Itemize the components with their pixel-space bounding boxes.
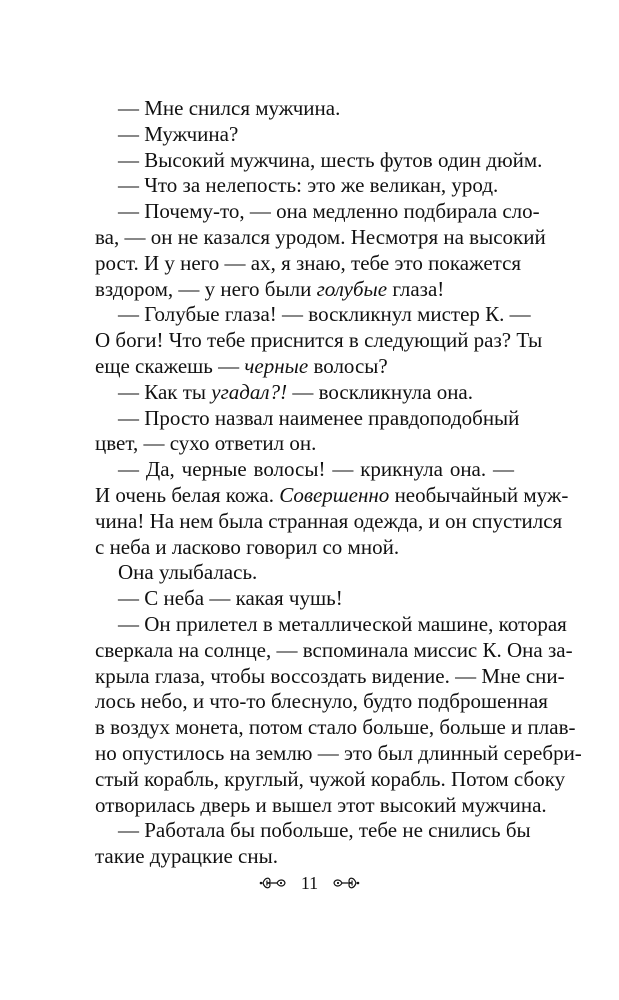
text-line: стый корабль, круглый, чужой корабль. Потом сбоку bbox=[95, 766, 566, 791]
ornament-right-icon bbox=[330, 875, 360, 891]
text-line: — Высокий мужчина, шесть футов один дюйм. bbox=[118, 147, 543, 172]
text-line: О боги! Что тебе приснится в следующий раз? Ты bbox=[95, 328, 543, 353]
text-line: — Почему-то, — она медленно подбирала сло- bbox=[118, 199, 540, 224]
text-line: — Работала бы побольше, тебе не снились бы bbox=[118, 818, 531, 843]
emphasis-text: черные bbox=[244, 353, 309, 378]
text-line: в воздух монета, потом стало больше, больше и плав- bbox=[95, 715, 576, 740]
text-line: — Да, черные волосы! — крикнула она. — bbox=[118, 457, 514, 482]
text-line: но опустилось на землю — это был длинный серебри- bbox=[95, 740, 582, 765]
text-line: — Мужчина? bbox=[118, 121, 239, 146]
text-line: чина! На нем была странная одежда, и он спустился bbox=[95, 508, 563, 533]
text-line: — Что за нелепость: это же великан, урод. bbox=[118, 173, 499, 198]
text-line: И очень белая кожа. Совершенно необычайный муж- bbox=[95, 482, 569, 507]
emphasis-text: угадал?! bbox=[211, 379, 288, 404]
text-line: — С неба — какая чушь! bbox=[118, 586, 343, 611]
text-line: — Мне снился мужчина. bbox=[118, 96, 341, 120]
text-line: — Он прилетел в металлической машине, которая bbox=[118, 611, 567, 636]
text-line: ва, — он не казался уродом. Несмотря на высокий bbox=[95, 224, 546, 249]
page-text bbox=[95, 96, 582, 870]
text-line: Она улыбалась. bbox=[118, 560, 258, 585]
page-footer bbox=[0, 868, 619, 898]
text-line: — Голубые глаза! — воскликнул мистер К. — bbox=[118, 302, 531, 327]
text-line: рост. И у него — ах, я знаю, тебе это покажется bbox=[95, 250, 522, 275]
emphasis-text: Совершенно bbox=[279, 482, 390, 507]
page-number: 11 bbox=[300, 873, 319, 893]
text-line: еще скажешь — черные волосы? bbox=[95, 353, 388, 378]
text-line: такие дурацкие сны. bbox=[95, 844, 278, 869]
text-line: отворилась дверь и вышел этот высокий мужчина. bbox=[95, 792, 547, 817]
text-line: — Просто назвал наименее правдоподобный bbox=[118, 405, 520, 430]
text-line: лось небо, и что-то блеснуло, будто подброшенная bbox=[95, 689, 548, 714]
text-line: сверкала на солнце, — вспоминала миссис К. Она за- bbox=[95, 637, 573, 662]
text-line: крыла глаза, чтобы воссоздать видение. — Мне сни- bbox=[95, 663, 565, 688]
ornament-left-icon bbox=[259, 875, 289, 891]
text-line: вздором, — у него были голубые глаза! bbox=[95, 276, 445, 301]
text-line: цвет, — сухо ответил он. bbox=[95, 431, 317, 456]
emphasis-text: голубые bbox=[316, 276, 388, 301]
text-line: с неба и ласково говорил со мной. bbox=[95, 534, 400, 559]
text-line: — Как ты угадал?! — воскликнула она. bbox=[118, 379, 474, 404]
